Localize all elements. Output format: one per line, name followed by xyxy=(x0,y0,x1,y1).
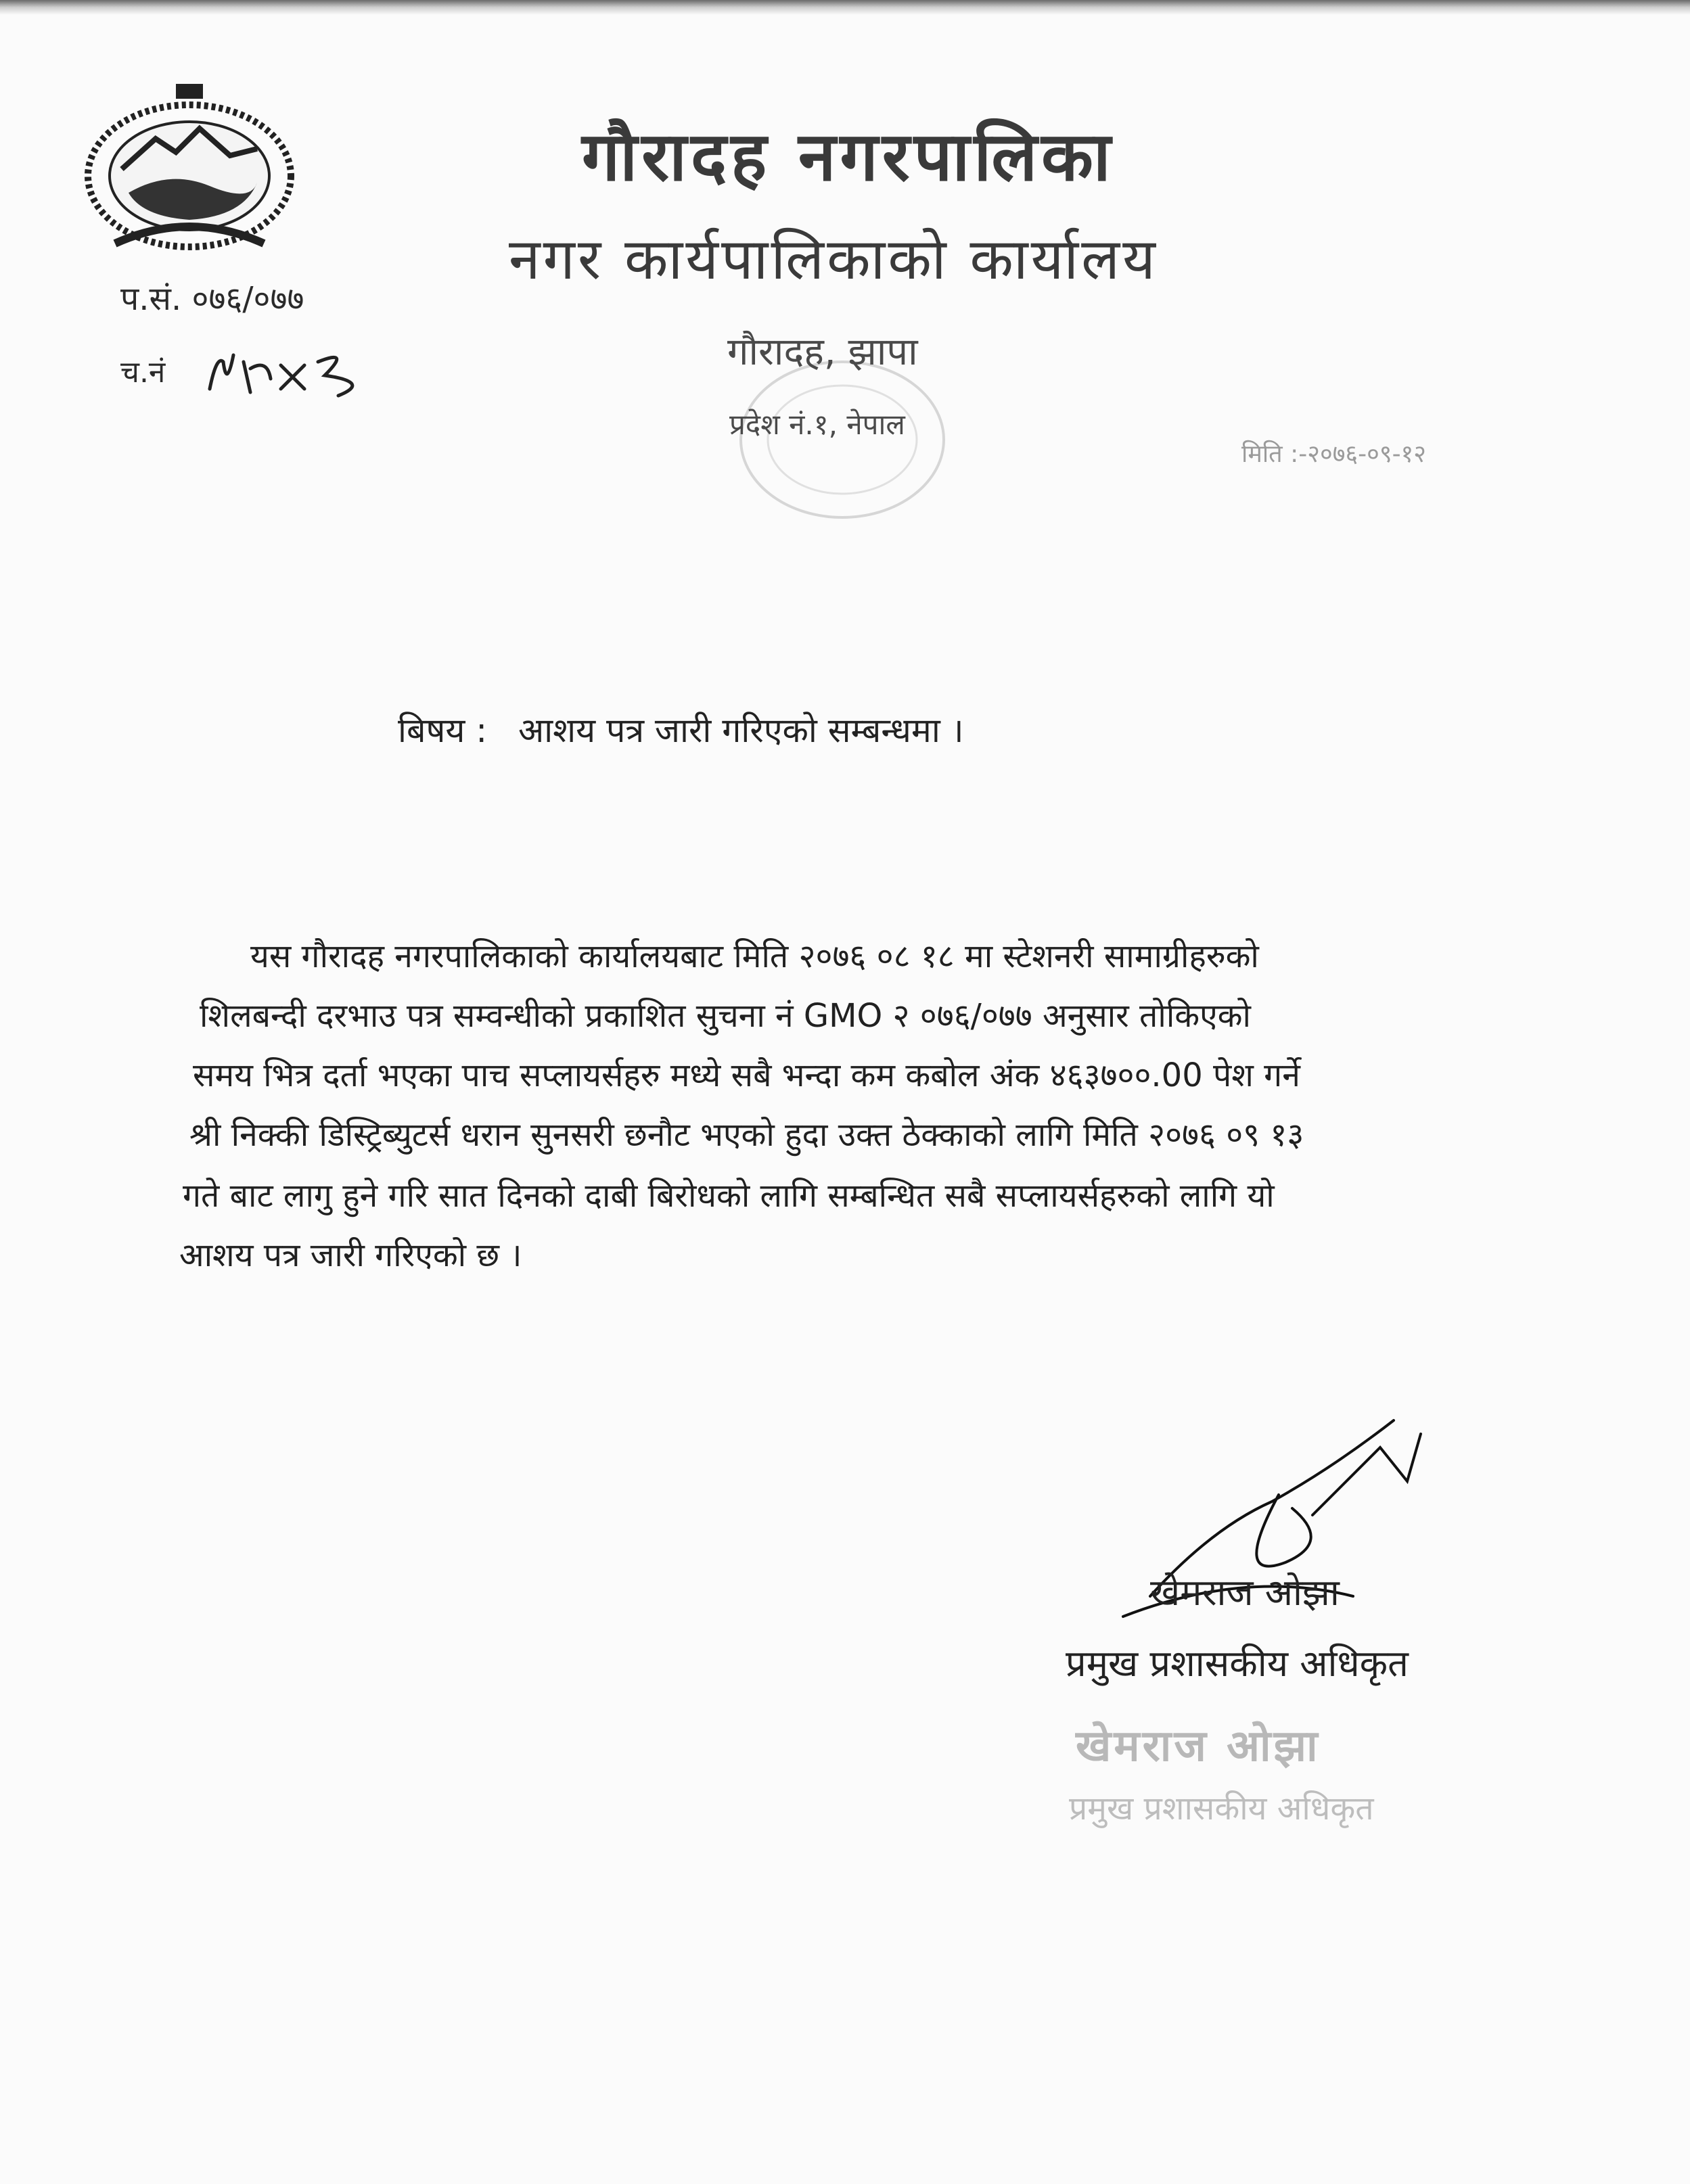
letter-date: मिति :-२०७६-०९-१२ xyxy=(1241,440,1426,468)
body-line: समय भित्र दर्ता भएका पाच सप्लायर्सहरु मध्ये सबै भन्दा कम कबोल अंक ४६३७००.00 पेश गर्ने xyxy=(193,1056,1300,1094)
signatory-title: प्रमुख प्रशासकीय अधिकृत xyxy=(1066,1642,1409,1685)
subject-line xyxy=(398,706,964,752)
reference-number: प.सं. ०७६/०७७ xyxy=(120,280,304,318)
address-line-1: गौरादह, झापा xyxy=(727,330,918,374)
stamp-signatory-name: खेमराज ओझा xyxy=(1076,1721,1321,1771)
subject-label: बिषय : xyxy=(398,711,488,750)
signatory-name: खेमराज ओझा xyxy=(1150,1571,1340,1614)
office-name: नगर कार्यपालिकाको कार्यालय xyxy=(509,226,1158,292)
body-line: यस गौरादह नगरपालिकाको कार्यालयबाट मिति २०७६ ०८ १८ मा स्टेशनरी सामाग्रीहरुको xyxy=(250,937,1259,975)
handwritten-chalan-number xyxy=(203,342,379,402)
body-line: शिलबन्दी दरभाउ पत्र सम्वन्धीको प्रकाशित सुचना नं GMO २ ०७६/०७७ अनुसार तोकिएको xyxy=(200,997,1251,1035)
nepal-government-emblem xyxy=(74,74,304,257)
municipality-name: गौरादह नगरपालिका xyxy=(582,117,1115,196)
scan-top-edge xyxy=(0,0,1690,15)
body-line: श्री निक्की डिस्ट्रिब्युटर्स धरान सुनसरी छनौट भएको हुदा उक्त ठेक्काको लागि मिति २०७६ ०९ १३ xyxy=(189,1116,1304,1154)
address-line-2: प्रदेश नं.१, नेपाल xyxy=(729,408,905,441)
body-line: आशय पत्र जारी गरिएको छ । xyxy=(179,1236,522,1274)
chalan-number-label: च.नं xyxy=(120,355,166,390)
stamp-signatory-title: प्रमुख प्रशासकीय अधिकृत xyxy=(1069,1790,1374,1828)
subject-text: आशय पत्र जारी गरिएको सम्बन्धमा । xyxy=(518,711,964,750)
body-line: गते बाट लागु हुने गरि सात दिनको दाबी बिरोधको लागि सम्बन्धित सबै सप्लायर्सहरुको लागि यो xyxy=(183,1177,1275,1215)
